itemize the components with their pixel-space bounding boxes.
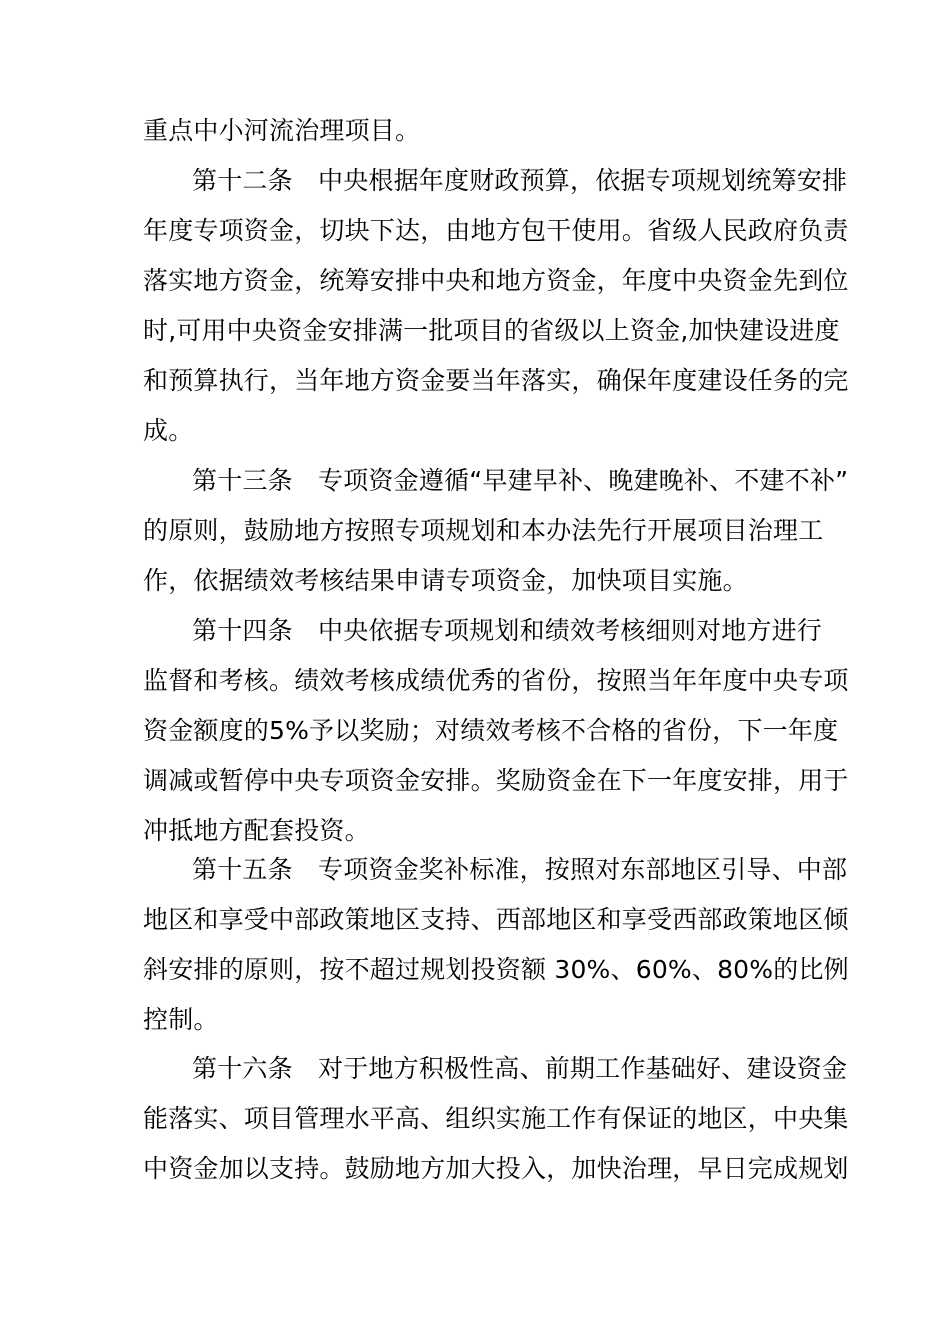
text-line: 资金额度的5%予以奖励；对绩效考核不合格的省份，下一年度 (143, 716, 839, 745)
text-line: 的原则，鼓励地方按照专项规划和本办法先行开展项目治理工 (143, 516, 824, 545)
text-line: 重点中小河流治理项目。 (143, 116, 421, 145)
text-line: 时,可用中央资金安排满一批项目的省级以上资金,加快建设进度 (143, 316, 840, 345)
article-12-heading-line: 第十二条 中央根据年度财政预算，依据专项规划统筹安排 (192, 166, 848, 195)
article-16-heading-line: 第十六条 对于地方积极性高、前期工作基础好、建设资金 (192, 1054, 848, 1083)
text-line: 冲抵地方配套投资。 (143, 816, 370, 845)
text-line: 成。 (143, 416, 194, 445)
article-13-heading-line: 第十三条 专项资金遵循“早建早补、晚建晚补、不建不补” (192, 466, 849, 495)
text-line: 和预算执行，当年地方资金要当年落实，确保年度建设任务的完 (143, 366, 849, 395)
article-15-heading-line: 第十五条 专项资金奖补标准，按照对东部地区引导、中部 (192, 855, 848, 884)
article-14-heading-line: 第十四条 中央依据专项规划和绩效考核细则对地方进行 (192, 616, 823, 645)
text-line: 地区和享受中部政策地区支持、西部地区和享受西部政策地区倾 (143, 905, 849, 934)
text-line: 调减或暂停中央专项资金安排。奖励资金在下一年度安排，用于 (143, 766, 849, 795)
text-line: 监督和考核。绩效考核成绩优秀的省份，按照当年年度中央专项 (143, 666, 849, 695)
text-line: 落实地方资金，统筹安排中央和地方资金，年度中央资金先到位 (143, 266, 849, 295)
text-line: 斜安排的原则，按不超过规划投资额 30%、60%、80%的比例 (143, 955, 849, 984)
text-line: 能落实、项目管理水平高、组织实施工作有保证的地区，中央集 (143, 1104, 849, 1133)
text-line: 中资金加以支持。鼓励地方加大投入，加快治理，早日完成规划 (143, 1154, 849, 1183)
text-line: 年度专项资金，切块下达，由地方包干使用。省级人民政府负责 (143, 216, 849, 245)
text-line: 控制。 (143, 1005, 219, 1034)
text-line: 作，依据绩效考核结果申请专项资金，加快项目实施。 (143, 566, 748, 595)
